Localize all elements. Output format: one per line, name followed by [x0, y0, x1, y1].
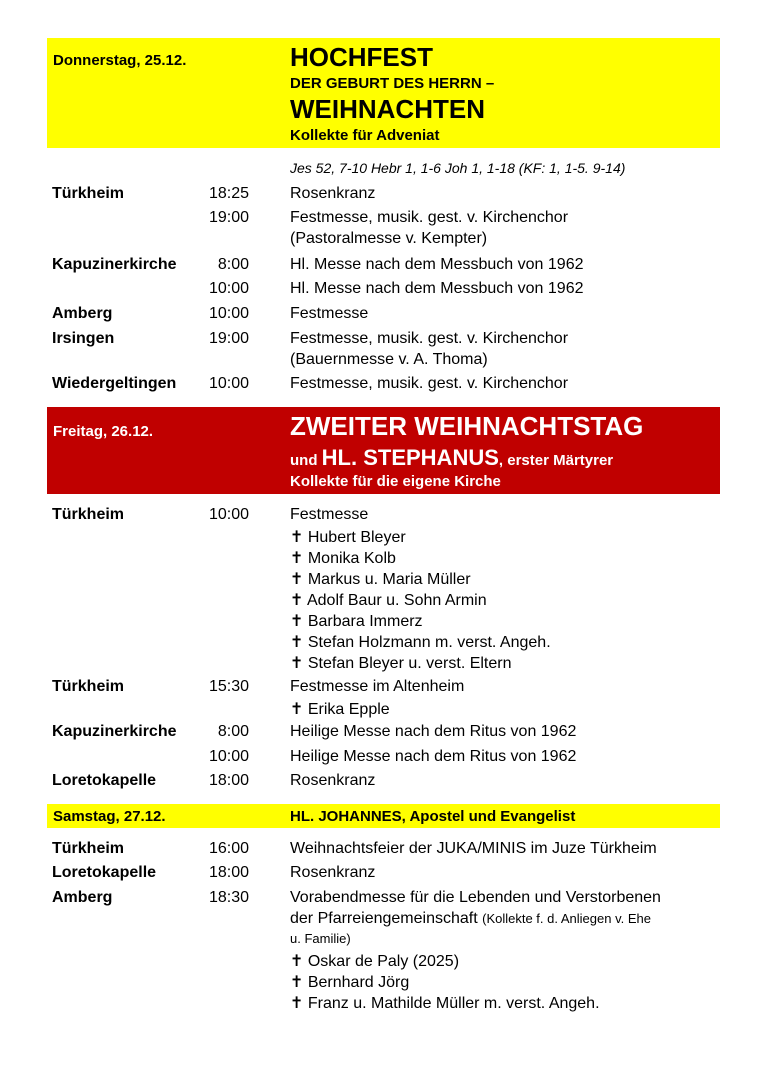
row-time: 19:00: [208, 330, 249, 347]
section-day: Freitag, 26.12.: [53, 423, 154, 440]
row-time: 19:00: [208, 209, 249, 226]
row-place: Kapuzinerkirche: [52, 723, 177, 740]
row-desc: ✝ Monika Kolb: [290, 550, 396, 567]
row-place: Loretokapelle: [52, 864, 157, 881]
row-desc: Rosenkranz: [290, 185, 376, 202]
row-place: Türkheim: [52, 506, 125, 523]
row-place: Wiedergeltingen: [52, 375, 177, 392]
row-desc: (Bauernmesse v. A. Thoma): [290, 351, 488, 368]
section-title-line2: DER GEBURT DES HERRN –: [290, 75, 495, 92]
row-place: Loretokapelle: [52, 772, 157, 789]
row-desc: ✝ Erika Epple: [290, 701, 390, 718]
row-place: Amberg: [52, 305, 113, 322]
row-desc-main: der Pfarreiengemeinschaft: [290, 910, 483, 927]
row-place: Türkheim: [52, 185, 125, 202]
title-saint: HL. STEPHANUS: [321, 445, 499, 470]
row-desc: Hl. Messe nach dem Messbuch von 1962: [290, 280, 584, 297]
row-time: 18:00: [208, 864, 249, 881]
section-day: Donnerstag, 25.12.: [53, 52, 187, 69]
row-time: 10:00: [208, 375, 249, 392]
section-header-stephanus: [47, 407, 720, 494]
section-header-christmas: [47, 38, 720, 148]
row-time: 8:00: [217, 256, 249, 273]
section-title: HL. JOHANNES, Apostel und Evangelist: [290, 808, 576, 825]
row-time: 15:30: [208, 678, 249, 695]
row-desc: Weihnachtsfeier der JUKA/MINIS im Juze Türkheim: [290, 840, 657, 857]
row-time: 10:00: [208, 280, 249, 297]
row-desc: Rosenkranz: [290, 772, 376, 789]
row-desc: Festmesse: [290, 305, 369, 322]
row-place: Türkheim: [52, 678, 125, 695]
row-desc: ✝ Bernhard Jörg: [290, 974, 410, 991]
row-time: 10:00: [208, 748, 249, 765]
row-desc: ✝ Markus u. Maria Müller: [290, 571, 471, 588]
row-desc: (Pastoralmesse v. Kempter): [290, 230, 488, 247]
title-and: und: [290, 452, 322, 469]
title-martyr: , erster Märtyrer: [498, 452, 614, 469]
reading-reference: Jes 52, 7-10 Hebr 1, 1-6 Joh 1, 1-18 (KF: 1, 1-5. 9-14): [290, 160, 626, 176]
row-desc: Festmesse: [290, 506, 369, 523]
section-title-line3: WEIHNACHTEN: [290, 94, 485, 124]
section-collection: Kollekte für die eigene Kirche: [290, 473, 501, 490]
row-desc: Vorabendmesse für die Lebenden und Verstorbenen: [290, 889, 661, 906]
section-day: Samstag, 27.12.: [53, 808, 166, 825]
row-desc: Festmesse, musik. gest. v. Kirchenchor: [290, 209, 569, 226]
row-desc: Festmesse, musik. gest. v. Kirchenchor: [290, 375, 569, 392]
section-title: ZWEITER WEIHNACHTSTAG: [290, 411, 644, 441]
row-desc-note: (Kollekte f. d. Anliegen v. Ehe: [482, 911, 651, 926]
row-desc: ✝ Franz u. Mathilde Müller m. verst. Angeh.: [290, 995, 600, 1012]
row-time: 8:00: [217, 723, 249, 740]
row-desc: Hl. Messe nach dem Messbuch von 1962: [290, 256, 584, 273]
row-desc: Heilige Messe nach dem Ritus von 1962: [290, 723, 577, 740]
row-desc: Heilige Messe nach dem Ritus von 1962: [290, 748, 577, 765]
row-desc: ✝ Hubert Bleyer: [290, 529, 406, 546]
row-desc: ✝ Barbara Immerz: [290, 613, 423, 630]
row-desc: Festmesse im Altenheim: [290, 678, 465, 695]
row-place: Amberg: [52, 889, 113, 906]
section-header-johannes: [47, 804, 720, 828]
row-time: 10:00: [208, 506, 249, 523]
row-desc: ✝ Stefan Bleyer u. verst. Eltern: [290, 655, 512, 672]
section-collection: Kollekte für Adveniat: [290, 127, 440, 144]
row-place: Irsingen: [52, 330, 115, 347]
section-title-line2: [290, 447, 613, 469]
row-desc: ✝ Oskar de Paly (2025): [290, 953, 460, 970]
row-place: Kapuzinerkirche: [52, 256, 177, 273]
row-time: 18:00: [208, 772, 249, 789]
row-time: 16:00: [208, 840, 249, 857]
row-time: 18:25: [208, 185, 249, 202]
row-time: 18:30: [208, 889, 249, 906]
row-desc: Rosenkranz: [290, 864, 376, 881]
row-desc: ✝ Adolf Baur u. Sohn Armin: [290, 592, 487, 609]
row-desc: Festmesse, musik. gest. v. Kirchenchor: [290, 330, 569, 347]
row-time: 10:00: [208, 305, 249, 322]
section-title: HOCHFEST: [290, 42, 433, 72]
row-desc: ✝ Stefan Holzmann m. verst. Angeh.: [290, 634, 551, 651]
row-place: Türkheim: [52, 840, 125, 857]
row-desc: [290, 910, 651, 928]
row-desc-note: u. Familie): [290, 931, 351, 946]
